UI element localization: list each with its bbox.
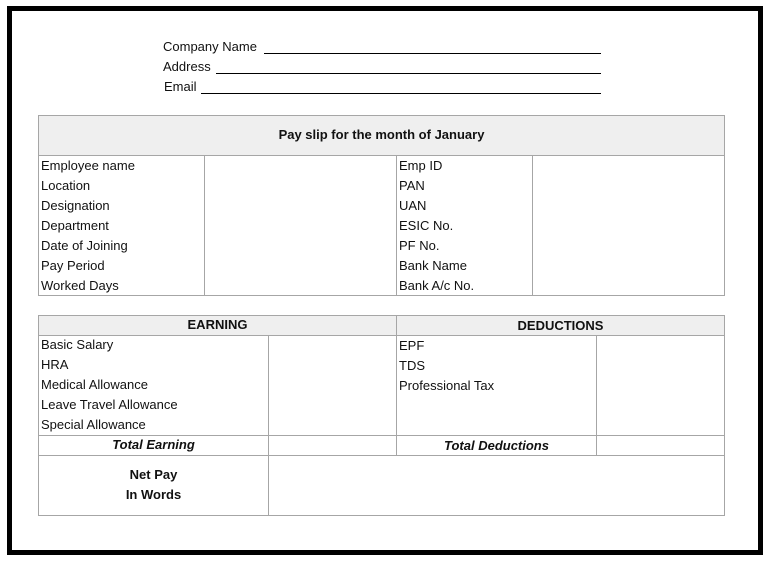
field-bank-name: Bank Name bbox=[399, 258, 467, 273]
earning-basic-salary: Basic Salary bbox=[41, 337, 114, 352]
earning-hra: HRA bbox=[41, 357, 69, 372]
company-name-line bbox=[163, 39, 603, 55]
earning-amounts-cell[interactable] bbox=[269, 336, 396, 435]
company-name-label: Company Name bbox=[163, 39, 257, 54]
employee-field-labels bbox=[41, 156, 135, 296]
field-bank-account-no: Bank A/c No. bbox=[399, 278, 475, 293]
deduction-professional-tax: Professional Tax bbox=[399, 378, 495, 393]
field-worked-days: Worked Days bbox=[41, 278, 119, 293]
earning-medical-allowance: Medical Allowance bbox=[41, 377, 148, 392]
employee-id-labels bbox=[399, 156, 474, 296]
earning-heading: EARNING bbox=[187, 317, 248, 332]
field-employee-name: Employee name bbox=[41, 158, 135, 173]
company-name-field[interactable] bbox=[264, 53, 601, 54]
earning-leave-travel-allowance: Leave Travel Allowance bbox=[41, 397, 178, 412]
field-pf-no: PF No. bbox=[399, 238, 440, 253]
deductions-heading: DEDUCTIONS bbox=[517, 318, 604, 333]
field-date-of-joining: Date of Joining bbox=[41, 238, 128, 253]
col-divider-2 bbox=[396, 155, 397, 296]
field-location: Location bbox=[41, 178, 91, 193]
deduction-tds: TDS bbox=[399, 358, 425, 373]
total-earning-label: Total Earning bbox=[112, 437, 195, 452]
field-uan: UAN bbox=[399, 198, 427, 213]
field-pay-period: Pay Period bbox=[41, 258, 105, 273]
address-line bbox=[163, 59, 603, 75]
field-department: Department bbox=[41, 218, 109, 233]
field-designation: Designation bbox=[41, 198, 110, 213]
employee-values-cell[interactable] bbox=[205, 156, 396, 296]
total-deductions-value[interactable] bbox=[597, 436, 724, 455]
field-esic-no: ESIC No. bbox=[399, 218, 454, 233]
net-pay-label: Net Pay bbox=[129, 467, 178, 482]
earning-items bbox=[41, 335, 178, 435]
email-label: Email bbox=[164, 79, 197, 94]
payslip-title: Pay slip for the month of January bbox=[278, 127, 485, 142]
total-earning-value[interactable] bbox=[269, 436, 396, 455]
email-field[interactable] bbox=[201, 93, 601, 94]
address-label: Address bbox=[163, 59, 211, 74]
address-field[interactable] bbox=[216, 73, 601, 74]
deduction-items bbox=[399, 336, 494, 396]
total-deductions-label: Total Deductions bbox=[444, 438, 549, 453]
deduction-amounts-cell[interactable] bbox=[597, 336, 724, 435]
deduction-epf: EPF bbox=[399, 338, 425, 353]
field-emp-id: Emp ID bbox=[399, 158, 443, 173]
employee-id-values-cell[interactable] bbox=[533, 156, 724, 296]
earning-special-allowance: Special Allowance bbox=[41, 417, 146, 432]
in-words-label: In Words bbox=[125, 487, 182, 502]
net-pay-value-cell[interactable] bbox=[269, 456, 724, 515]
email-line bbox=[164, 79, 604, 95]
field-pan: PAN bbox=[399, 178, 425, 193]
